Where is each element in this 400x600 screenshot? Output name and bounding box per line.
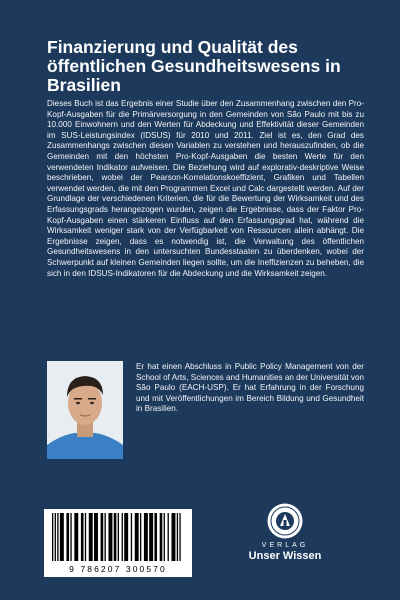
barcode-bar (131, 513, 132, 561)
barcode-bar (164, 513, 165, 561)
book-title: Finanzierung und Qualität des öffentlichen Gesundheitswesens in Brasilien (47, 37, 341, 95)
barcode-bar (55, 513, 56, 561)
barcode-bar (94, 513, 98, 561)
barcode-bar (66, 513, 69, 561)
barcode-bar (60, 513, 64, 561)
barcode-bar (171, 513, 175, 561)
barcode-bar (124, 513, 128, 561)
barcode-bar (149, 513, 153, 561)
isbn-barcode (44, 509, 192, 577)
author-bio: Er hat einen Abschluss in Public Policy Management von der School of Arts, Sciences and Humanities an der Universität von São Paulo (EACH-USP). Er hat Erfahrung in der Forschung und mit Veröffentlichungen im Bereich Bildung und Gesundheit in Brasilien. (136, 362, 364, 414)
barcode-bar (168, 513, 169, 561)
publisher-logo-icon (266, 502, 304, 540)
publisher-name: Unser Wissen (248, 550, 322, 562)
barcode-bar (160, 513, 163, 561)
publisher-block (233, 502, 337, 572)
barcode-bar (70, 513, 71, 561)
publisher-verlag-label: VERLAG (261, 542, 309, 549)
barcode-bar (74, 513, 78, 561)
barcode-bar (105, 513, 106, 561)
barcode-bar (122, 513, 123, 561)
barcode-bar (89, 513, 93, 561)
barcode-bar (101, 513, 104, 561)
barcode-bar (135, 513, 139, 561)
book-description: Dieses Buch ist das Ergebnis einer Studie über den Zusammenhang zwischen den Pro-Kopf-Ausgaben für die Primärversorgung in den Gemeinden von São Paulo mit bis zu 10.000 Einwohnern und den Werten für Abdeckung und Effektivität dieser Gemeinden im SUS-Leistungsindex (IDSUS) für 2010 und 2011. Ziel ist es, den Grad des Zusammenhangs zwischen diesen Variablen zu verstehen und herauszufinden, ob die Gemeinden mit den höchsten Pro-Kopf-Ausgaben die besten Werte für den verwendeten Indikator aufweisen. Die Beziehung wird auf explorativ-deskriptive Weise beschrieben, wobei der Pearson-Korrelationskoeffizient, Grafiken und Tabellen verwendet werden, die mit den Programmen Excel und Calc dargestellt werden. Auf der Grundlage der verschiedenen Kriterien, die für die Bewertung der Wirksamkeit und des Erfassungsgrads herangezogen wurden, zeigen die Ergebnisse, dass der Faktor Pro-Kopf-Ausgaben einen stärkeren Einfluss auf den Erfassungsgrad hat, während die Wirksamkeit weniger stark von der Verfügbarkeit von Ressourcen allein abhängt. Die Ergebnisse zeigen, dass es notwendig ist, die Verwaltung des öffentlichen Gesundheitswesens in den untersuchten Bundesstaaten zu überdenken, wobei der Schwerpunkt auf kleinen Gemeinden liegen sollte, um die Ineffizienzen zu beheben, die sich in den IDSUS-Indikatoren für die Abdeckung und die Wirksamkeit zeigen. (47, 99, 364, 278)
barcode-bar (108, 513, 112, 561)
barcode-bar (114, 513, 117, 561)
barcode-bar (140, 513, 141, 561)
barcode-bar (85, 513, 86, 561)
barcode-bar (179, 513, 180, 561)
barcode-bar (177, 513, 178, 561)
barcode-bar (52, 513, 53, 561)
barcode-bar (81, 513, 84, 561)
author-photo (47, 361, 123, 459)
barcode-bar (154, 513, 157, 561)
barcode-bar (118, 513, 119, 561)
barcode-bar (144, 513, 148, 561)
isbn-number: 9 786207 300570 (69, 564, 167, 574)
barcode-bar (57, 513, 58, 561)
barcode-bars (50, 513, 186, 563)
